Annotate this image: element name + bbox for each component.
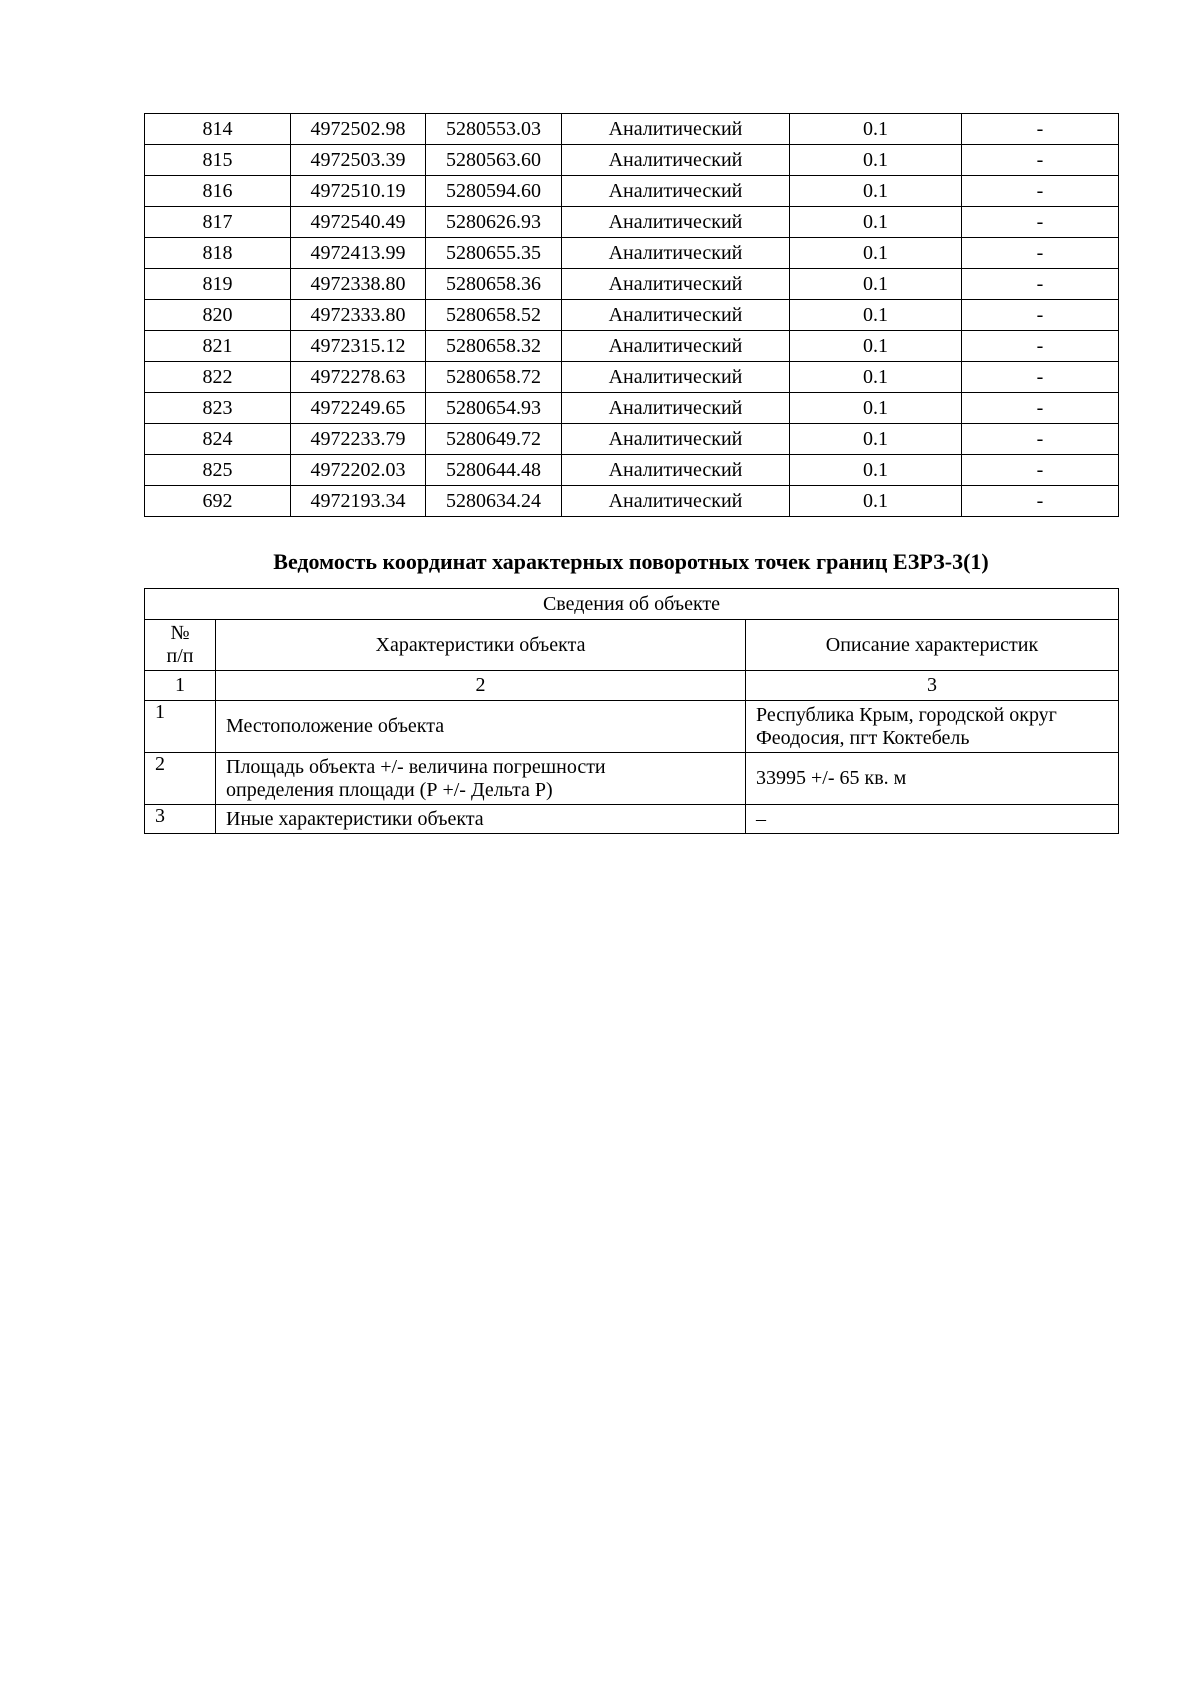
y-coordinate-cell: 5280563.60 [426,145,562,176]
description-cell: - [962,486,1119,517]
column-number-1: 1 [145,671,216,701]
coordinate-row [145,300,1119,331]
point-number-cell: 692 [145,486,291,517]
x-coordinate-cell: 4972413.99 [291,238,426,269]
coordinates-table [144,113,1119,517]
accuracy-cell: 0.1 [790,486,962,517]
point-number-cell: 819 [145,269,291,300]
point-number-cell: 822 [145,362,291,393]
accuracy-cell: 0.1 [790,331,962,362]
header-number [145,620,216,671]
method-cell: Аналитический [562,362,790,393]
x-coordinate-cell: 4972333.80 [291,300,426,331]
point-number-cell: 821 [145,331,291,362]
row-number: 2 [145,753,216,805]
coordinate-row [145,207,1119,238]
method-cell: Аналитический [562,145,790,176]
description-cell: - [962,300,1119,331]
method-cell: Аналитический [562,114,790,145]
coordinate-row [145,331,1119,362]
column-number-2: 2 [216,671,746,701]
point-number-cell: 820 [145,300,291,331]
row-value: – [746,805,1119,834]
x-coordinate-cell: 4972193.34 [291,486,426,517]
section-title: Ведомость координат характерных поворотных точек границ ЕЗРЗ-3(1) [273,549,989,574]
description-cell: - [962,238,1119,269]
description-cell: - [962,331,1119,362]
x-coordinate-cell: 4972278.63 [291,362,426,393]
coordinate-row [145,424,1119,455]
accuracy-cell: 0.1 [790,362,962,393]
y-coordinate-cell: 5280654.93 [426,393,562,424]
coordinate-row [145,269,1119,300]
y-coordinate-cell: 5280634.24 [426,486,562,517]
accuracy-cell: 0.1 [790,455,962,486]
coordinate-row [145,176,1119,207]
y-coordinate-cell: 5280649.72 [426,424,562,455]
x-coordinate-cell: 4972202.03 [291,455,426,486]
coordinate-row [145,455,1119,486]
coordinate-row [145,486,1119,517]
coordinate-row [145,145,1119,176]
method-cell: Аналитический [562,455,790,486]
object-info-table [144,588,1119,834]
description-cell: - [962,176,1119,207]
accuracy-cell: 0.1 [790,300,962,331]
object-info-caption: Сведения об объекте [145,589,1119,620]
point-number-cell: 816 [145,176,291,207]
y-coordinate-cell: 5280553.03 [426,114,562,145]
accuracy-cell: 0.1 [790,207,962,238]
header-number-line2: п/п [166,645,194,667]
object-info-header-row [145,620,1119,671]
description-cell: - [962,207,1119,238]
description-cell: - [962,114,1119,145]
point-number-cell: 815 [145,145,291,176]
header-description: Описание характеристик [746,620,1119,671]
x-coordinate-cell: 4972510.19 [291,176,426,207]
header-characteristics: Характеристики объекта [216,620,746,671]
y-coordinate-cell: 5280658.72 [426,362,562,393]
row-characteristic: Местоположение объекта [216,701,746,753]
header-number-line1: № [170,622,190,644]
description-cell: - [962,362,1119,393]
accuracy-cell: 0.1 [790,176,962,207]
row-value: Республика Крым, городской округ Феодосия, пгт Коктебель [746,701,1119,753]
object-info-row [145,701,1119,753]
y-coordinate-cell: 5280594.60 [426,176,562,207]
point-number-cell: 823 [145,393,291,424]
method-cell: Аналитический [562,269,790,300]
y-coordinate-cell: 5280655.35 [426,238,562,269]
accuracy-cell: 0.1 [790,114,962,145]
accuracy-cell: 0.1 [790,238,962,269]
row-value: 33995 +/- 65 кв. м [746,753,1119,805]
x-coordinate-cell: 4972338.80 [291,269,426,300]
object-info-row [145,753,1119,805]
x-coordinate-cell: 4972233.79 [291,424,426,455]
method-cell: Аналитический [562,300,790,331]
method-cell: Аналитический [562,238,790,269]
point-number-cell: 817 [145,207,291,238]
point-number-cell: 825 [145,455,291,486]
y-coordinate-cell: 5280644.48 [426,455,562,486]
x-coordinate-cell: 4972249.65 [291,393,426,424]
row-characteristic: Площадь объекта +/- величина погрешности определения площади (Р +/- Дельта Р) [216,753,746,805]
coordinate-row [145,393,1119,424]
x-coordinate-cell: 4972503.39 [291,145,426,176]
description-cell: - [962,455,1119,486]
object-info-column-numbers-row [145,671,1119,701]
row-number: 1 [145,701,216,753]
method-cell: Аналитический [562,486,790,517]
description-cell: - [962,393,1119,424]
method-cell: Аналитический [562,424,790,455]
column-number-3: 3 [746,671,1119,701]
point-number-cell: 818 [145,238,291,269]
accuracy-cell: 0.1 [790,145,962,176]
description-cell: - [962,424,1119,455]
x-coordinate-cell: 4972315.12 [291,331,426,362]
method-cell: Аналитический [562,393,790,424]
coordinate-row [145,362,1119,393]
accuracy-cell: 0.1 [790,269,962,300]
accuracy-cell: 0.1 [790,424,962,455]
point-number-cell: 824 [145,424,291,455]
method-cell: Аналитический [562,331,790,362]
object-info-row [145,805,1119,834]
coordinate-row [145,114,1119,145]
object-info-caption-row [145,589,1119,620]
description-cell: - [962,145,1119,176]
method-cell: Аналитический [562,176,790,207]
y-coordinate-cell: 5280658.32 [426,331,562,362]
row-number: 3 [145,805,216,834]
y-coordinate-cell: 5280658.52 [426,300,562,331]
x-coordinate-cell: 4972502.98 [291,114,426,145]
coordinates-table-body [145,114,1119,517]
description-cell: - [962,269,1119,300]
x-coordinate-cell: 4972540.49 [291,207,426,238]
coordinate-row [145,238,1119,269]
point-number-cell: 814 [145,114,291,145]
method-cell: Аналитический [562,207,790,238]
y-coordinate-cell: 5280626.93 [426,207,562,238]
row-characteristic: Иные характеристики объекта [216,805,746,834]
y-coordinate-cell: 5280658.36 [426,269,562,300]
accuracy-cell: 0.1 [790,393,962,424]
